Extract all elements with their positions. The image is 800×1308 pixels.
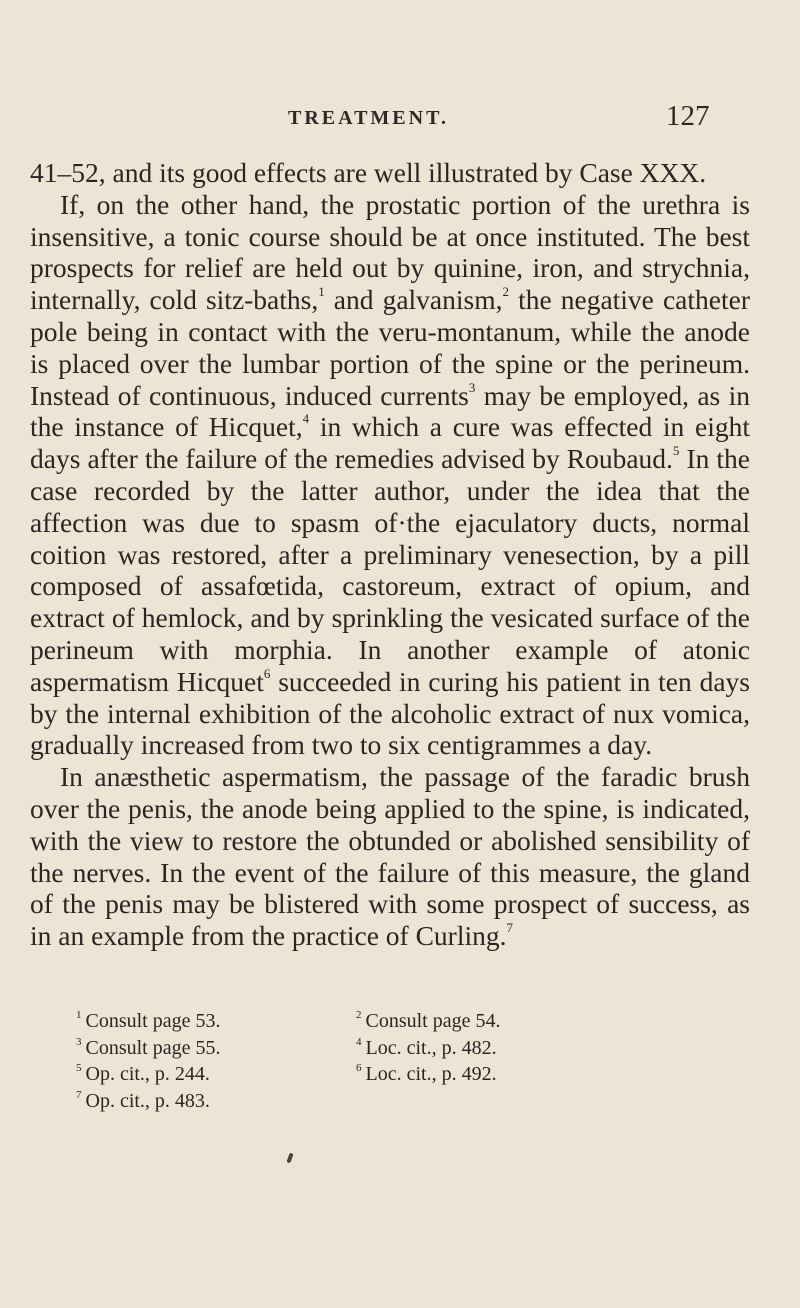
footnote-number: 5 — [76, 1062, 82, 1074]
footnotes — [76, 1008, 636, 1114]
footnote-ref-5[interactable]: 5 — [672, 443, 680, 459]
paragraph-3 — [30, 761, 750, 952]
footnote-row — [76, 1035, 636, 1062]
footnote-4 — [356, 1035, 636, 1062]
paragraph-2-text: succeeded in curing his patient in ten days by the internal exhibition of the alcoholic extract of nux vomica, gradually increased from two to six centigrammes a day. — [30, 665, 751, 761]
footnote-ref-7[interactable]: 7 — [506, 920, 513, 936]
footnote-2 — [356, 1008, 636, 1035]
paragraph-2 — [30, 189, 750, 761]
footnote-ref-6[interactable]: 6 — [263, 665, 271, 681]
footnote-ref-4[interactable]: 4 — [302, 411, 310, 427]
footnote-1 — [76, 1008, 356, 1035]
footnote-number: 1 — [76, 1009, 82, 1021]
paragraph-2-text: In the case recorded by the latter author, under the idea that the affection was due to spasm of·the ejaculatory ducts, normal coition was restored, after a preliminary venesection, by a pill composed of assafœtida, castoreum, extract of opium, and extract of hemlock, and by sprinkling the vesicated surface of the perineum with morphia. In another example of atonic aspermatism Hicquet — [30, 443, 750, 697]
paragraph-1-text: 41–52, and its good effects are well illustrated by Case XXX. — [30, 157, 707, 188]
footnote-number: 4 — [356, 1035, 362, 1048]
paragraph-2-text: If, on the other hand, the prostatic portion of the urethra is insensitive, a tonic course should be at once instituted. The best prospects for relief are held out by quinine, iron, and strychnia, internally, cold sitz-baths, — [30, 188, 750, 316]
footnote-ref-2[interactable]: 2 — [502, 284, 509, 300]
footnote-text: Consult page 54. — [365, 1010, 501, 1032]
paragraph-2-text: in which a cure was effected in eight days after the failure of the remedies advised by Roubaud. — [30, 411, 750, 475]
paragraph-2-text: the negative catheter pole being in contact with the veru-montanum, while the anode is placed over the lumbar portion of the spine or the perineum. Instead of continuous, induced currents — [30, 284, 750, 411]
footnote-text: Op. cit., p. 244. — [85, 1063, 210, 1085]
footnote-6 — [356, 1061, 636, 1088]
footnote-ref-3[interactable]: 3 — [468, 379, 476, 395]
footnote-row — [76, 1008, 636, 1035]
ink-speck — [286, 1153, 293, 1164]
paragraph-2-text: may be employed, as in the instance of Hicquet, — [30, 379, 750, 443]
footnote-7 — [76, 1088, 382, 1115]
body-text — [30, 157, 750, 952]
footnote-ref-1[interactable]: 1 — [318, 284, 325, 300]
footnote-number: 2 — [356, 1009, 362, 1021]
footnote-text: Consult page 55. — [85, 1036, 221, 1059]
footnote-number: 7 — [76, 1088, 82, 1101]
footnote-text: Loc. cit., p. 492. — [365, 1063, 497, 1085]
footnote-text: Op. cit., p. 483. — [85, 1089, 210, 1112]
footnote-3 — [76, 1035, 356, 1062]
footnote-text: Loc. cit., p. 482. — [365, 1036, 497, 1059]
paragraph-3-text: In anæsthetic aspermatism, the passage of the faradic brush over the penis, the anode being applied to the spine, is indicated, with the view to restore the obtunded or abolished sensibility of the nerves. In the event of the failure of this measure, the gland of the penis may be blistered with some prospect of success, as in an example from the practice of Curling. — [30, 761, 750, 952]
footnote-text: Consult page 53. — [85, 1010, 221, 1032]
footnote-number: 6 — [356, 1062, 362, 1074]
paragraph-2-text: and galvanism, — [324, 284, 503, 316]
page-number: 127 — [666, 100, 710, 132]
footnote-number: 3 — [76, 1035, 82, 1048]
footnote-row — [76, 1061, 636, 1088]
running-head: TREATMENT. — [288, 107, 449, 129]
footnote-5 — [76, 1061, 356, 1088]
footnote-row — [76, 1088, 636, 1115]
paragraph-1 — [30, 157, 750, 189]
